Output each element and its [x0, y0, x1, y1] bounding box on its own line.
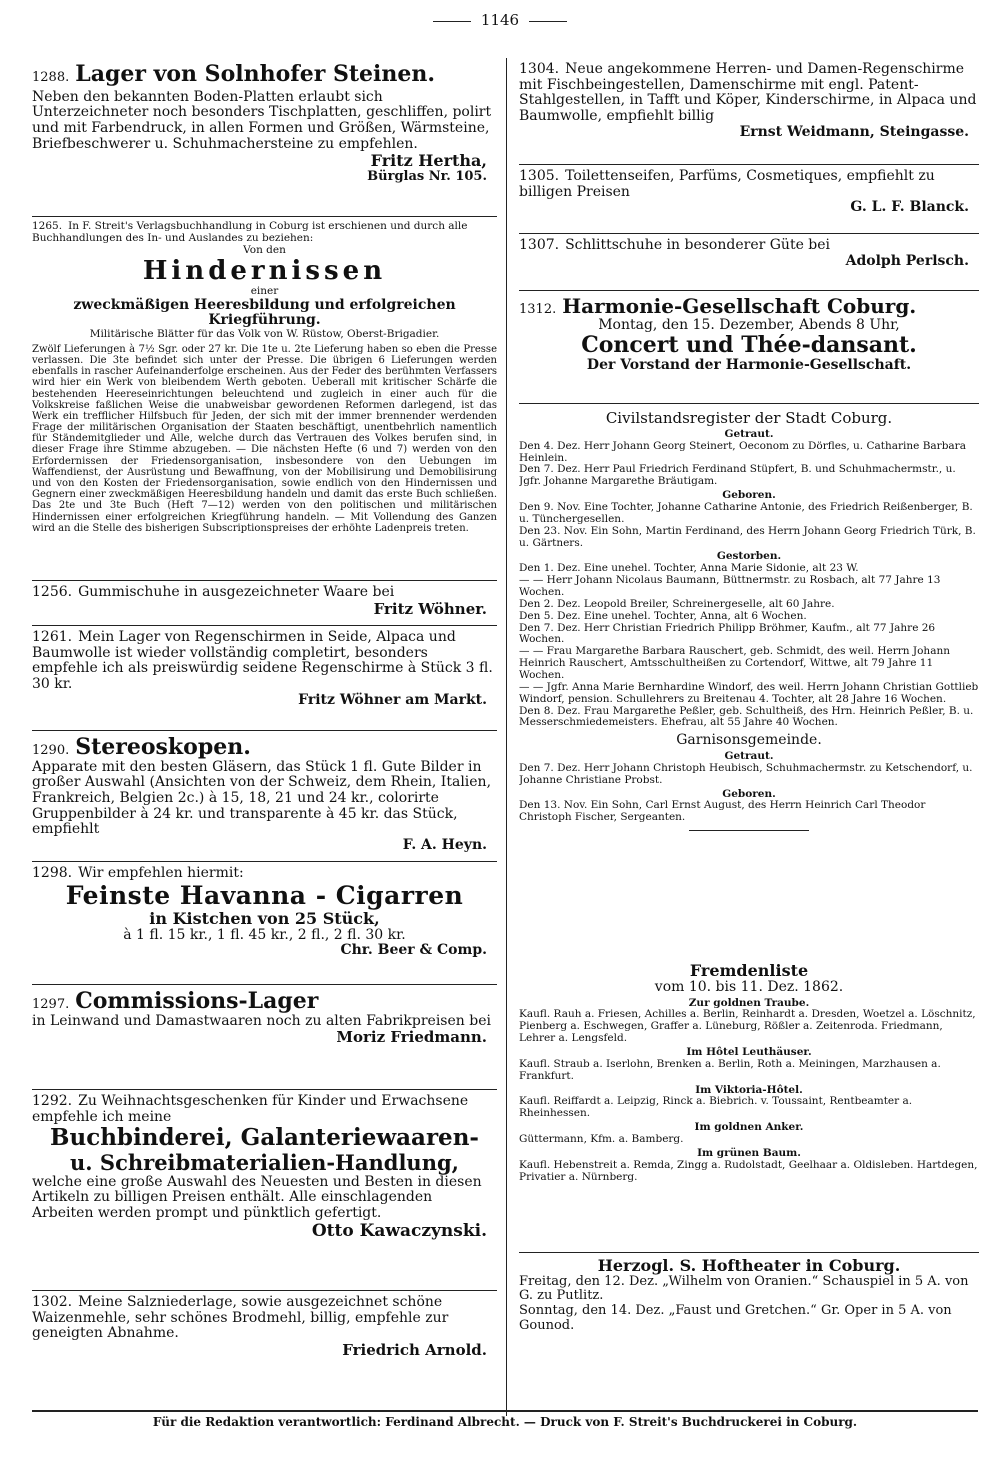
ad-number: 1288. [32, 70, 70, 85]
ad-1297 [32, 985, 497, 1090]
ad-signature: Fritz Hertha, [370, 151, 487, 171]
ad-number: 1261. [32, 629, 73, 645]
ad-title: Feinste Havanna - Cigarren [65, 880, 464, 910]
ad-address: Bürglas Nr. 105. [367, 169, 487, 185]
ad-body: Neben den bekannten Boden-Platten erlaubt sich Unterzeichneter noch besonders Tischplatten, geschliffen, polirt und mit Farbendruck, in allen Formen und Größen, Wärmsteine, Briefbeschwerer u. Schuhmachersteine zu empfehlen. [32, 88, 492, 152]
register-entry: Den 7. Dez. Herr Johann Christoph Heubisch, Schuhmachermstr. zu Ketschendorf, u. Johanne Christiane Probst. [519, 761, 973, 786]
ad-body: Gummischuhe in ausgezeichneter Waare bei [78, 584, 395, 600]
ad-1302 [32, 1291, 497, 1369]
ad-intro: Wir empfehlen hiermit: [78, 865, 244, 881]
fremden-title: Fremdenliste [689, 962, 809, 980]
register-entry: — — Frau Margarethe Barbara Rauschert, geb. Schmidt, des weil. Herrn Johann Heinrich Rauschert, Amtsschultheißen zu Cortendorf, Wittwe, alt 79 Jahre 11 Wochen. [519, 645, 950, 681]
register-entry: Den 8. Dez. Frau Margarethe Peßler, geb. Schultheiß, des Hrn. Heinrich Peßler, B. u. Messerschmiedemeisters. Ehefrau, alt 55 Jahre 40 Wochen. [519, 704, 974, 729]
hoftheater [519, 1252, 979, 1333]
ad-body: in Leinwand und Damastwaaren noch zu alten Fabrikpreisen bei [32, 1012, 491, 1029]
ad-1312 [519, 291, 979, 404]
ad-body: Neue angekommene Herren- und Damen-Regenschirme mit Fischbeingestellen, Damenschirme mit engl. Patent-Stahlgestellen, in Tafft und Köper, Kinderschirme, in Alpaca und Baumwolle, empfiehlt billig [519, 61, 977, 125]
ad-signature: G. L. F. Blanck. [850, 199, 969, 216]
ad-subtitle: in Kistchen von 25 Stück, [149, 908, 380, 928]
register-subtitle: Garnisonsgemeinde. [676, 732, 822, 749]
hotel-name: Im Hôtel Leuthäuser. [686, 1046, 812, 1059]
ad-title: Buchbinderei, Galanteriewaaren- [50, 1124, 479, 1152]
ad-1261 [32, 626, 497, 731]
civil-register [519, 404, 979, 962]
ad-1265 [32, 217, 497, 581]
register-entry: — — Jgfr. Anna Marie Bernhardine Windorf, des weil. Herrn Johann Christian Gottlieb Windorf, pension. Schullehrers zu Breitenau 4. Tochter, alt 28 Jahre 16 Wochen. [519, 680, 979, 705]
left-column [32, 58, 497, 1369]
ad-signature: Fritz Wöhner. [373, 599, 487, 618]
ad-signature: F. A. Heyn. [402, 836, 487, 853]
ad-title: Harmonie-Gesellschaft Coburg. [562, 294, 917, 318]
register-entry: Den 4. Dez. Herr Johann Georg Steinert, Oeconom zu Dörfles, u. Catharine Barbara Heinlein. [519, 439, 966, 464]
guest-list: Güttermann, Kfm. a. Bamberg. [519, 1133, 684, 1146]
register-list-getraut [519, 441, 979, 488]
ad-einer: einer [250, 284, 279, 297]
register-entry: Den 23. Nov. Ein Sohn, Martin Ferdinand, des Herrn Johann Georg Friedrich Türk, B. u. Gärtners. [519, 524, 976, 549]
ad-signature: Otto Kawaczynski. [311, 1220, 487, 1241]
ad-body: Apparate mit den besten Gläsern, das Stück 1 fl. Gute Bilder in großer Auswahl (Ansichten von der Schweiz, dem Rhein, Italien, Frankreich, Belgien 2c.) à 15, 18, 21 und 24 kr., colorirte Gruppenbilder à 24 kr. und transparente à 45 kr. das Stück, empfiehlt [32, 758, 492, 838]
ad-number: 1297. [32, 997, 70, 1012]
ad-number: 1305. [519, 168, 560, 184]
register-heading: Geboren. [722, 489, 776, 502]
right-column [519, 58, 979, 1333]
ad-number: 1304. [519, 61, 560, 77]
fremdenliste [519, 962, 979, 1252]
ad-von: Von den [243, 243, 286, 256]
ad-body: Toilettenseifen, Parfüms, Cosmetiques, empfiehlt zu billigen Preisen [519, 168, 935, 200]
ad-signature: Friedrich Arnold. [342, 1341, 487, 1360]
ad-date: Montag, den 15. Dezember, Abends 8 Uhr, [598, 316, 900, 333]
ad-body: Zwölf Lieferungen à 7½ Sgr. oder 27 kr. Die 1te u. 2te Lieferung haben so eben die Presse verlassen. Die 3te befindet sich unter der Presse. Die übrigen 6 Lieferungen werden ebenfalls in rascher Aufeinanderfolge erscheinen. Aus der Feder des berühmten Verfassers wird hier ein Werk von bleibendem Werth geboten. Ueberall mit kritischer Schärfe die bestehenden Heereseinrichtungen beleuchtend und zugleich in einer auch für die Volkskreise faßlichen Weise die unabweisbar gewordenen Reformen darlegend, ist das Werk ein trefflicher Hilfsbuch für Jeden, der sich mit der immer brennender werdenden Frage der militärischen Organisation der Staaten beschäftigt, unentbehrlich namentlich für Ständemitglieder und Alle, welche durch das Vertrauen des Volkes berufen sind, in dieser Frage ihre Stimme abzugeben. — Die nächsten Hefte (6 und 7) werden von den Erfordernissen der Friedensorganisation, insbesondere von den Uebungen im Waffendienst, der Ausrüstung und Bewaffnung, von der Mobilisirung und Demobilisirung und von den Kosten der Friedensorganisation, sowie endlich von den Hindernissen und Gegnern einer zweckmäßigen Heeresbildung handeln und damit das erste Buch schließen. Das 2te und 3te Buch (Heft 7—12) werden von den politischen und militärischen Hindernissen einer erfolgreichen Kriegführung handeln. — Mit Vollendung des Ganzen wird an die Stelle des bisherigen Subscriptionspreises der erhöhte Ladenpreis treten. [32, 343, 497, 534]
ad-1298 [32, 862, 497, 985]
theater-line: Sonntag, den 14. Dez. „Faust und Gretchen.“ Gr. Oper in 5 A. von Gounod. [519, 1303, 952, 1333]
ad-signature: Fritz Wöhner am Markt. [298, 691, 487, 708]
ad-1307 [519, 234, 979, 291]
guest-list: Kaufl. Hebenstreit a. Remda, Zingg a. Rudolstadt, Geelhaar a. Oldisleben. Hartdegen, Privatier a. Nürnberg. [519, 1158, 978, 1183]
ad-body: Mein Lager von Regenschirmen in Seide, Alpaca und Baumwolle ist wieder vollständig completirt, besonders empfehle ich als preiswürdig seidene Regenschirme à Stück 3 fl. 30 kr. [32, 629, 493, 693]
guest-list: Kaufl. Reiffardt a. Leipzig, Rinck a. Biebrich. v. Toussaint, Rentbeamter a. Rheinhessen. [519, 1095, 913, 1120]
register-heading: Getraut. [724, 427, 774, 440]
footer-text: Für die Redaktion verantwortlich: Ferdinand Albrecht. — Druck von F. Streit's Buchdruckerei in Coburg. [152, 1415, 858, 1429]
register-list-gestorben [519, 563, 979, 729]
section-rule [689, 830, 809, 831]
ad-number: 1302. [32, 1294, 73, 1310]
ad-signature: Moriz Friedmann. [336, 1028, 487, 1047]
guest-list: Kaufl. Straub a. Iserlohn, Brenken a. Berlin, Roth a. Meiningen, Marzhausen a. Frankfurt. [519, 1057, 941, 1082]
page-number: 1146 [0, 12, 1000, 29]
theater-line: Freitag, den 12. Dez. „Wilhelm von Oranien.“ Schauspiel in 5 A. von G. zu Putlitz. [519, 1273, 969, 1304]
ad-number: 1292. [32, 1093, 73, 1109]
register-entry: Den 9. Nov. Eine Tochter, Johanne Catharine Antonie, des Friedrich Reißenberger, B. u. Tünchergesellen. [519, 500, 973, 525]
ad-prices: à 1 fl. 15 kr., 1 fl. 45 kr., 2 fl., 2 fl. 30 kr. [123, 926, 406, 943]
column-divider [506, 58, 507, 1416]
ad-number: 1265. [32, 220, 63, 232]
ad-number: 1256. [32, 584, 73, 600]
theater-title: Herzogl. S. Hoftheater in Coburg. [597, 1256, 901, 1275]
ad-1305 [519, 165, 979, 234]
register-entry: Den 5. Dez. Eine unehel. Tochter, Anna, alt 6 Wochen. [519, 609, 807, 622]
ad-body: welche eine große Auswahl des Neuesten und Besten in diesen Artikeln zu billigen Preisen enthält. Alle einschlagenden Arbeiten werden prompt und pünktlich gefertigt. [32, 1173, 482, 1221]
ad-intro: In F. Streit's Verlagsbuchhandlung in Coburg ist erschienen und durch alle Buchhandlungen des In- und Auslandes zu beziehen: [32, 220, 468, 244]
register-list-getraut2 [519, 763, 979, 787]
register-entry: Den 13. Nov. Ein Sohn, Carl Ernst August, des Herrn Heinrich Carl Theodor Christoph Fischer, Sergeanten. [519, 799, 926, 824]
ad-body: Meine Salzniederlage, sowie ausgezeichnet schöne Waizenmehle, sehr schönes Brodmehl, billig, empfehle zur geneigten Abnahme. [32, 1294, 449, 1342]
register-title: Civilstandsregister der Stadt Coburg. [605, 409, 893, 427]
ad-title: Stereoskopen. [75, 734, 251, 760]
register-entry: Den 1. Dez. Eine unehel. Tochter, Anna Marie Sidonie, alt 23 W. [519, 562, 859, 575]
register-entry: Den 7. Dez. Herr Paul Friedrich Ferdinand Stüpfert, B. und Schuhmachermstr., u. Jgfr. Johanne Margarethe Bräutigam. [519, 463, 956, 488]
ad-1290 [32, 731, 497, 862]
ad-signature: Chr. Beer & Comp. [340, 942, 487, 959]
ad-title-2: u. Schreibmaterialien-Handlung, [70, 1150, 459, 1176]
ad-signature: Adolph Perlsch. [845, 252, 969, 269]
ad-body: Schlittschuhe in besonderer Güte bei [565, 237, 831, 253]
ad-signature: Der Vorstand der Harmonie-Gesellschaft. [586, 356, 912, 373]
register-list-geboren [519, 502, 979, 549]
ad-number: 1307. [519, 237, 560, 253]
ad-title: Hindernissen [142, 255, 387, 286]
hotel-name: Zur goldnen Traube. [688, 996, 810, 1009]
ad-1288 [32, 58, 497, 217]
hotel-name: Im grünen Baum. [697, 1146, 801, 1159]
hotel-name: Im goldnen Anker. [694, 1121, 804, 1134]
ad-signature: Ernst Weidmann, Steingasse. [739, 123, 969, 140]
hotel-name: Im Viktoria-Hôtel. [695, 1083, 803, 1096]
register-entry: — — Herr Johann Nicolaus Baumann, Büttnermstr. zu Rosbach, alt 77 Jahre 13 Wochen. [519, 574, 941, 598]
register-list-geboren2 [519, 800, 979, 824]
ad-subtitle: zweckmäßigen Heeresbildung und erfolgreichen Kriegführung. [73, 296, 456, 329]
ad-title: Commissions-Lager [75, 988, 319, 1014]
ad-1304 [519, 58, 979, 165]
ad-event: Concert und Thée-dansant. [581, 332, 917, 359]
ad-intro: Zu Weihnachtsgeschenken für Kinder und Erwachsene empfehle ich meine [32, 1093, 469, 1125]
fremden-list [519, 998, 979, 1184]
ad-number: 1290. [32, 743, 70, 758]
fremden-date: vom 10. bis 11. Dez. 1862. [654, 978, 844, 995]
ad-number: 1312. [519, 302, 557, 317]
ad-number: 1298. [32, 865, 73, 881]
guest-list: Kaufl. Rauh a. Friesen, Achilles a. Berlin, Reinhardt a. Dresden, Woetzel a. Löschnitz, Pienberg a. Eschwegen, Graffer a. Lüneburg, Rößler a. Zeitenroda. Friedmann, Lehrer a. Lengsfeld. [519, 1008, 976, 1045]
footer-imprint [32, 1410, 978, 1429]
register-entry: Den 2. Dez. Leopold Breiler, Schreinergeselle, alt 60 Jahre. [519, 597, 835, 610]
ad-title: Lager von Solnhofer Steinen. [75, 61, 436, 87]
ad-1292 [32, 1090, 497, 1291]
register-entry: Den 7. Dez. Herr Christian Friedrich Philipp Bröhmer, Kaufm., alt 77 Jahre 26 Wochen. [519, 621, 936, 646]
register-heading: Getraut. [724, 749, 774, 762]
register-heading: Geboren. [722, 787, 776, 800]
register-heading: Gestorben. [716, 550, 782, 563]
ad-series: Militärische Blätter für das Volk von W. Rüstow, Oberst-Brigadier. [89, 327, 440, 340]
ad-1256 [32, 581, 497, 626]
